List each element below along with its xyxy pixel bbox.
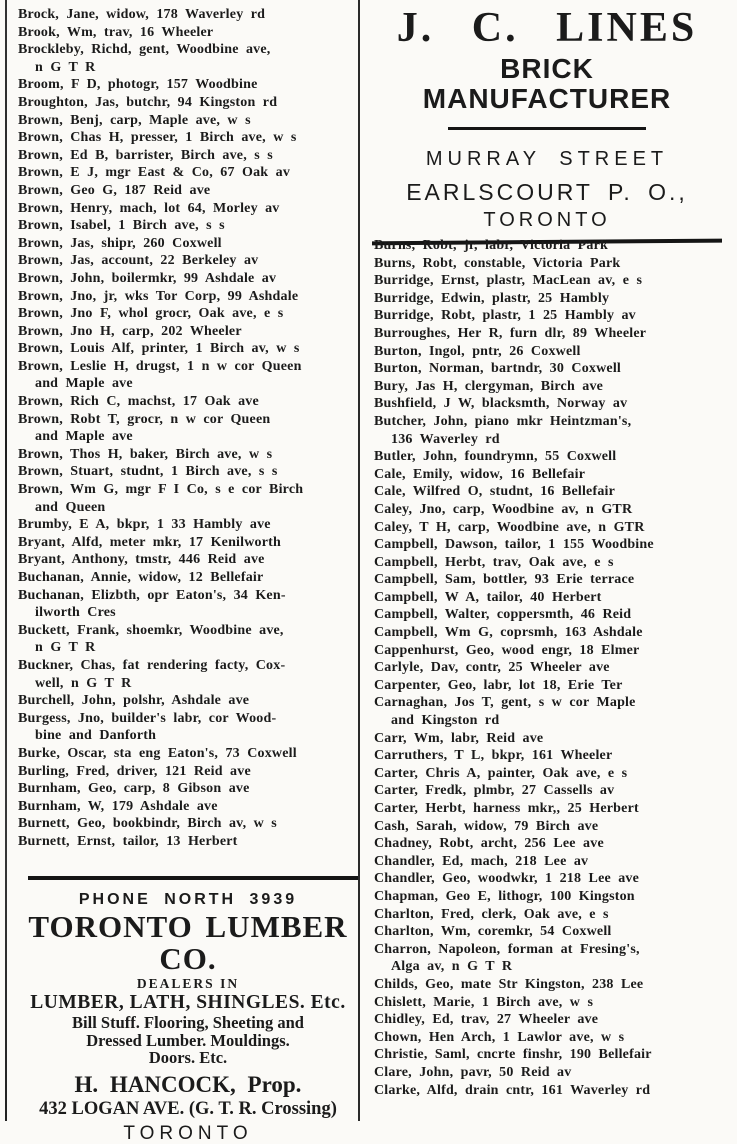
directory-entry-line: n G T R	[35, 59, 96, 75]
lumber-ad-detail-line: Doors. Etc.	[148, 1048, 228, 1067]
directory-entry-line: Cappenhurst, Geo, wood engr, 18 Elmer	[374, 642, 640, 658]
directory-entry-line: Bury, Jas H, clergyman, Birch ave	[374, 378, 604, 394]
directory-entry-line: Alga av, n G T R	[391, 959, 513, 975]
brick-ad	[372, 0, 722, 244]
brick-ad-city: TORONTO	[483, 209, 611, 231]
directory-entry-line: Carruthers, T L, bkpr, 161 Wheeler	[374, 748, 613, 764]
directory-entry-line: Chapman, Geo E, lithogr, 100 Kingston	[374, 888, 635, 904]
directory-entry-line: Campbell, Walter, coppersmth, 46 Reid	[374, 607, 632, 623]
directory-entry-line: Buckner, Chas, fat rendering facty, Cox-	[18, 657, 286, 673]
directory-entry-line: Brown, Jno H, carp, 202 Wheeler	[18, 323, 242, 339]
directory-entry-line: Brown, Robt T, grocr, n w cor Queen	[18, 411, 271, 427]
directory-entry-line: Christie, Saml, cncrte finshr, 190 Bellefair	[374, 1047, 652, 1063]
directory-entry-line: Brown, Louis Alf, printer, 1 Birch av, w s	[18, 341, 300, 357]
brick-ad-title: J. C. LINES	[396, 5, 698, 51]
lumber-ad-detail-line: Bill Stuff. Flooring, Sheeting and	[72, 1013, 304, 1032]
directory-entry-line: Buchanan, Annie, widow, 12 Bellefair	[18, 570, 264, 585]
directory-entry-line: Burke, Oscar, sta eng Eaton's, 73 Coxwell	[18, 745, 297, 761]
directory-entry-line: Childs, Geo, mate Str Kingston, 238 Lee	[374, 976, 644, 992]
directory-entry-line: Butler, John, foundrymn, 55 Coxwell	[374, 449, 617, 465]
left-column-listing	[18, 6, 358, 851]
directory-entry-line: Charron, Napoleon, forman at Fresing's,	[374, 941, 640, 957]
directory-entry-line: Burridge, Ernst, plastr, MacLean av, e s	[374, 273, 643, 289]
directory-entry-line: Brock, Jane, widow, 178 Waverley rd	[18, 7, 266, 22]
directory-entry-line: Burridge, Robt, plastr, 1 25 Hambly av	[374, 308, 636, 324]
directory-entry-line: 136 Waverley rd	[391, 431, 500, 447]
lumber-ad-dealers-in: DEALERS IN	[136, 976, 240, 991]
directory-entry-line: Broom, F D, photogr, 157 Woodbine	[18, 77, 258, 93]
directory-entry-line: Burton, Ingol, pntr, 26 Coxwell	[374, 343, 581, 359]
directory-entry-line: and Maple ave	[35, 429, 133, 445]
directory-entry-line: Charlton, Fred, clerk, Oak ave, e s	[374, 906, 609, 922]
directory-entry-line: Buckett, Frank, shoemkr, Woodbine ave,	[18, 622, 284, 638]
directory-entry-line: Caley, Jno, carp, Woodbine av, n GTR	[374, 501, 633, 517]
directory-entry-line: Bryant, Alfd, meter mkr, 17 Kenilworth	[18, 534, 282, 550]
directory-entry-line: and Kingston rd	[391, 713, 500, 729]
directory-entry-line: Brown, Stuart, studnt, 1 Birch ave, s s	[18, 464, 278, 480]
directory-entry-line: Carter, Herbt, harness mkr,, 25 Herbert	[374, 801, 639, 816]
directory-entry-line: bine and Danforth	[35, 728, 157, 744]
directory-entry-line: Brown, Chas H, presser, 1 Birch ave, w s	[18, 130, 297, 146]
directory-entry-line: Burns, Robt, constable, Victoria Park	[374, 255, 621, 271]
directory-entry-line: Brown, E J, mgr East & Co, 67 Oak av	[18, 165, 291, 181]
directory-entry-line: Brown, Wm G, mgr F I Co, s e cor Birch	[18, 482, 304, 498]
directory-entry-line: Charlton, Wm, coremkr, 54 Coxwell	[374, 924, 612, 940]
right-column-listing	[374, 237, 726, 1099]
directory-entry-line: Brockleby, Richd, gent, Woodbine ave,	[18, 42, 271, 58]
directory-entry-line: Butcher, John, piano mkr Heintzman's,	[374, 413, 632, 429]
lumber-ad-products-detail	[18, 1014, 358, 1067]
directory-entry-line: Cale, Wilfred O, studnt, 16 Bellefair	[374, 484, 616, 500]
directory-entry-line: Carlyle, Dav, contr, 25 Wheeler ave	[374, 660, 610, 676]
directory-entry-line: Brown, Jno F, whol grocr, Oak ave, e s	[18, 306, 284, 322]
directory-entry-line: Carter, Chris A, painter, Oak ave, e s	[374, 765, 628, 781]
directory-entry-line: Burnett, Ernst, tailor, 13 Herbert	[18, 833, 238, 849]
directory-entry-line: Cash, Sarah, widow, 79 Birch ave	[374, 818, 599, 834]
page-left-border	[5, 0, 7, 1121]
directory-entry-line: Buchanan, Elizbth, opr Eaton's, 34 Ken-	[18, 587, 286, 603]
brick-ad-subtitle: BRICK MANUFACTURER	[422, 53, 672, 114]
directory-entry-line: Brumby, E A, bkpr, 1 33 Hambly ave	[18, 517, 271, 533]
lumber-ad-city: TORONTO	[123, 1122, 253, 1144]
directory-entry-line: Carter, Fredk, plmbr, 27 Cassells av	[374, 783, 615, 799]
directory-entry-line: n G T R	[35, 640, 96, 656]
directory-entry-line: Clare, John, pavr, 50 Reid av	[374, 1064, 572, 1080]
directory-entry-line: Cale, Emily, widow, 16 Bellefair	[374, 466, 586, 482]
directory-entry-line: Chislett, Marie, 1 Birch ave, w s	[374, 994, 594, 1010]
lumber-ad-detail-line: Dressed Lumber. Mouldings.	[86, 1030, 290, 1050]
directory-entry-line: Burling, Fred, driver, 121 Reid ave	[18, 763, 251, 779]
brick-ad-po: EARLSCOURT P. O.,	[406, 179, 688, 205]
lumber-ad-company: TORONTO LUMBER CO.	[28, 909, 348, 976]
directory-entry-line: Brown, Henry, mach, lot 64, Morley av	[18, 200, 280, 216]
directory-entry-line: Carnaghan, Jos T, gent, s w cor Maple	[374, 695, 636, 711]
directory-entry-line: Burton, Norman, bartndr, 30 Coxwell	[374, 361, 621, 377]
directory-entry-line: Bushfield, J W, blacksmth, Norway av	[374, 396, 628, 412]
directory-entry-line: Brown, Ed B, barrister, Birch ave, s s	[18, 147, 273, 163]
directory-entry-line: and Queen	[35, 499, 106, 515]
directory-entry-line: Carpenter, Geo, labr, lot 18, Erie Ter	[374, 677, 623, 693]
directory-entry-line: Brown, John, boilermkr, 99 Ashdale av	[18, 270, 277, 286]
directory-entry-line: Burgess, Jno, builder's labr, cor Wood-	[18, 710, 277, 726]
directory-entry-line: Burchell, John, polshr, Ashdale ave	[18, 693, 250, 709]
directory-entry-line: Brown, Jno, jr, wks Tor Corp, 99 Ashdale	[18, 288, 299, 304]
directory-entry-line: Chown, Hen Arch, 1 Lawlor ave, w s	[374, 1029, 625, 1045]
directory-entry-line: Burnham, W, 179 Ashdale ave	[18, 798, 218, 814]
directory-entry-line: Brown, Geo G, 187 Reid ave	[18, 182, 211, 198]
directory-entry-line: Carr, Wm, labr, Reid ave	[374, 730, 544, 746]
directory-entry-line: Chadney, Robt, archt, 256 Lee ave	[374, 836, 604, 852]
directory-entry-line: Broughton, Jas, butchr, 94 Kingston rd	[18, 94, 278, 110]
directory-entry-line: Burroughes, Her R, furn dlr, 89 Wheeler	[374, 325, 647, 341]
brick-ad-street: MURRAY STREET	[425, 148, 669, 170]
directory-entry-line: Bryant, Anthony, tmstr, 446 Reid ave	[18, 552, 265, 568]
brick-ad-separator-rule	[448, 127, 646, 130]
directory-entry-line: well, n G T R	[35, 675, 132, 691]
lumber-ad	[18, 888, 358, 1144]
directory-entry-line: Campbell, Sam, bottler, 93 Erie terrace	[374, 572, 635, 588]
directory-entry-line: Campbell, Herbt, trav, Oak ave, e s	[374, 554, 614, 570]
directory-entry-line: Campbell, W A, tailor, 40 Herbert	[374, 589, 602, 605]
directory-entry-line: Brown, Jas, account, 22 Berkeley av	[18, 253, 259, 269]
directory-entry-line: Clarke, Alfd, drain cntr, 161 Waverley rd	[374, 1082, 651, 1098]
lumber-ad-products: LUMBER, LATH, SHINGLES. Etc.	[30, 992, 346, 1013]
directory-entry-line: Brown, Leslie H, drugst, 1 n w cor Queen	[18, 358, 302, 374]
directory-entry-line: Brown, Thos H, baker, Birch ave, w s	[18, 446, 273, 462]
directory-entry-line: Burns, Robt, jr, labr, Victoria Park	[374, 238, 608, 253]
directory-entry-line: Caley, T H, carp, Woodbine ave, n GTR	[374, 519, 645, 535]
lumber-ad-top-rule	[28, 876, 358, 880]
directory-entry-line: Brown, Jas, shipr, 260 Coxwell	[18, 235, 222, 251]
directory-entry-line: Brown, Benj, carp, Maple ave, w s	[18, 112, 251, 128]
lumber-ad-address: 432 LOGAN AVE. (G. T. R. Crossing)	[39, 1098, 337, 1119]
directory-entry-line: Burnham, Geo, carp, 8 Gibson ave	[18, 781, 250, 797]
lumber-ad-proprietor: H. HANCOCK, Prop.	[74, 1071, 302, 1097]
directory-entry-line: Brown, Rich C, machst, 17 Oak ave	[18, 394, 259, 410]
directory-entry-line: ilworth Cres	[35, 605, 116, 621]
directory-entry-line: Burridge, Edwin, plastr, 25 Hambly	[374, 290, 610, 306]
directory-entry-line: Campbell, Wm G, coprsmh, 163 Ashdale	[374, 625, 643, 641]
directory-entry-line: Burnett, Geo, bookbindr, Birch av, w s	[18, 816, 277, 832]
directory-entry-line: Campbell, Dawson, tailor, 1 155 Woodbine	[374, 537, 654, 553]
lumber-ad-phone: PHONE NORTH 3939	[78, 891, 298, 908]
directory-entry-line: Chidley, Ed, trav, 27 Wheeler ave	[374, 1012, 599, 1028]
directory-entry-line: and Maple ave	[35, 376, 133, 392]
directory-entry-line: Brook, Wm, trav, 16 Wheeler	[18, 24, 214, 40]
column-divider	[358, 0, 360, 1121]
directory-entry-line: Chandler, Ed, mach, 218 Lee av	[374, 853, 589, 869]
directory-entry-line: Brown, Isabel, 1 Birch ave, s s	[18, 218, 225, 234]
directory-entry-line: Chandler, Geo, woodwkr, 1 218 Lee ave	[374, 871, 640, 887]
